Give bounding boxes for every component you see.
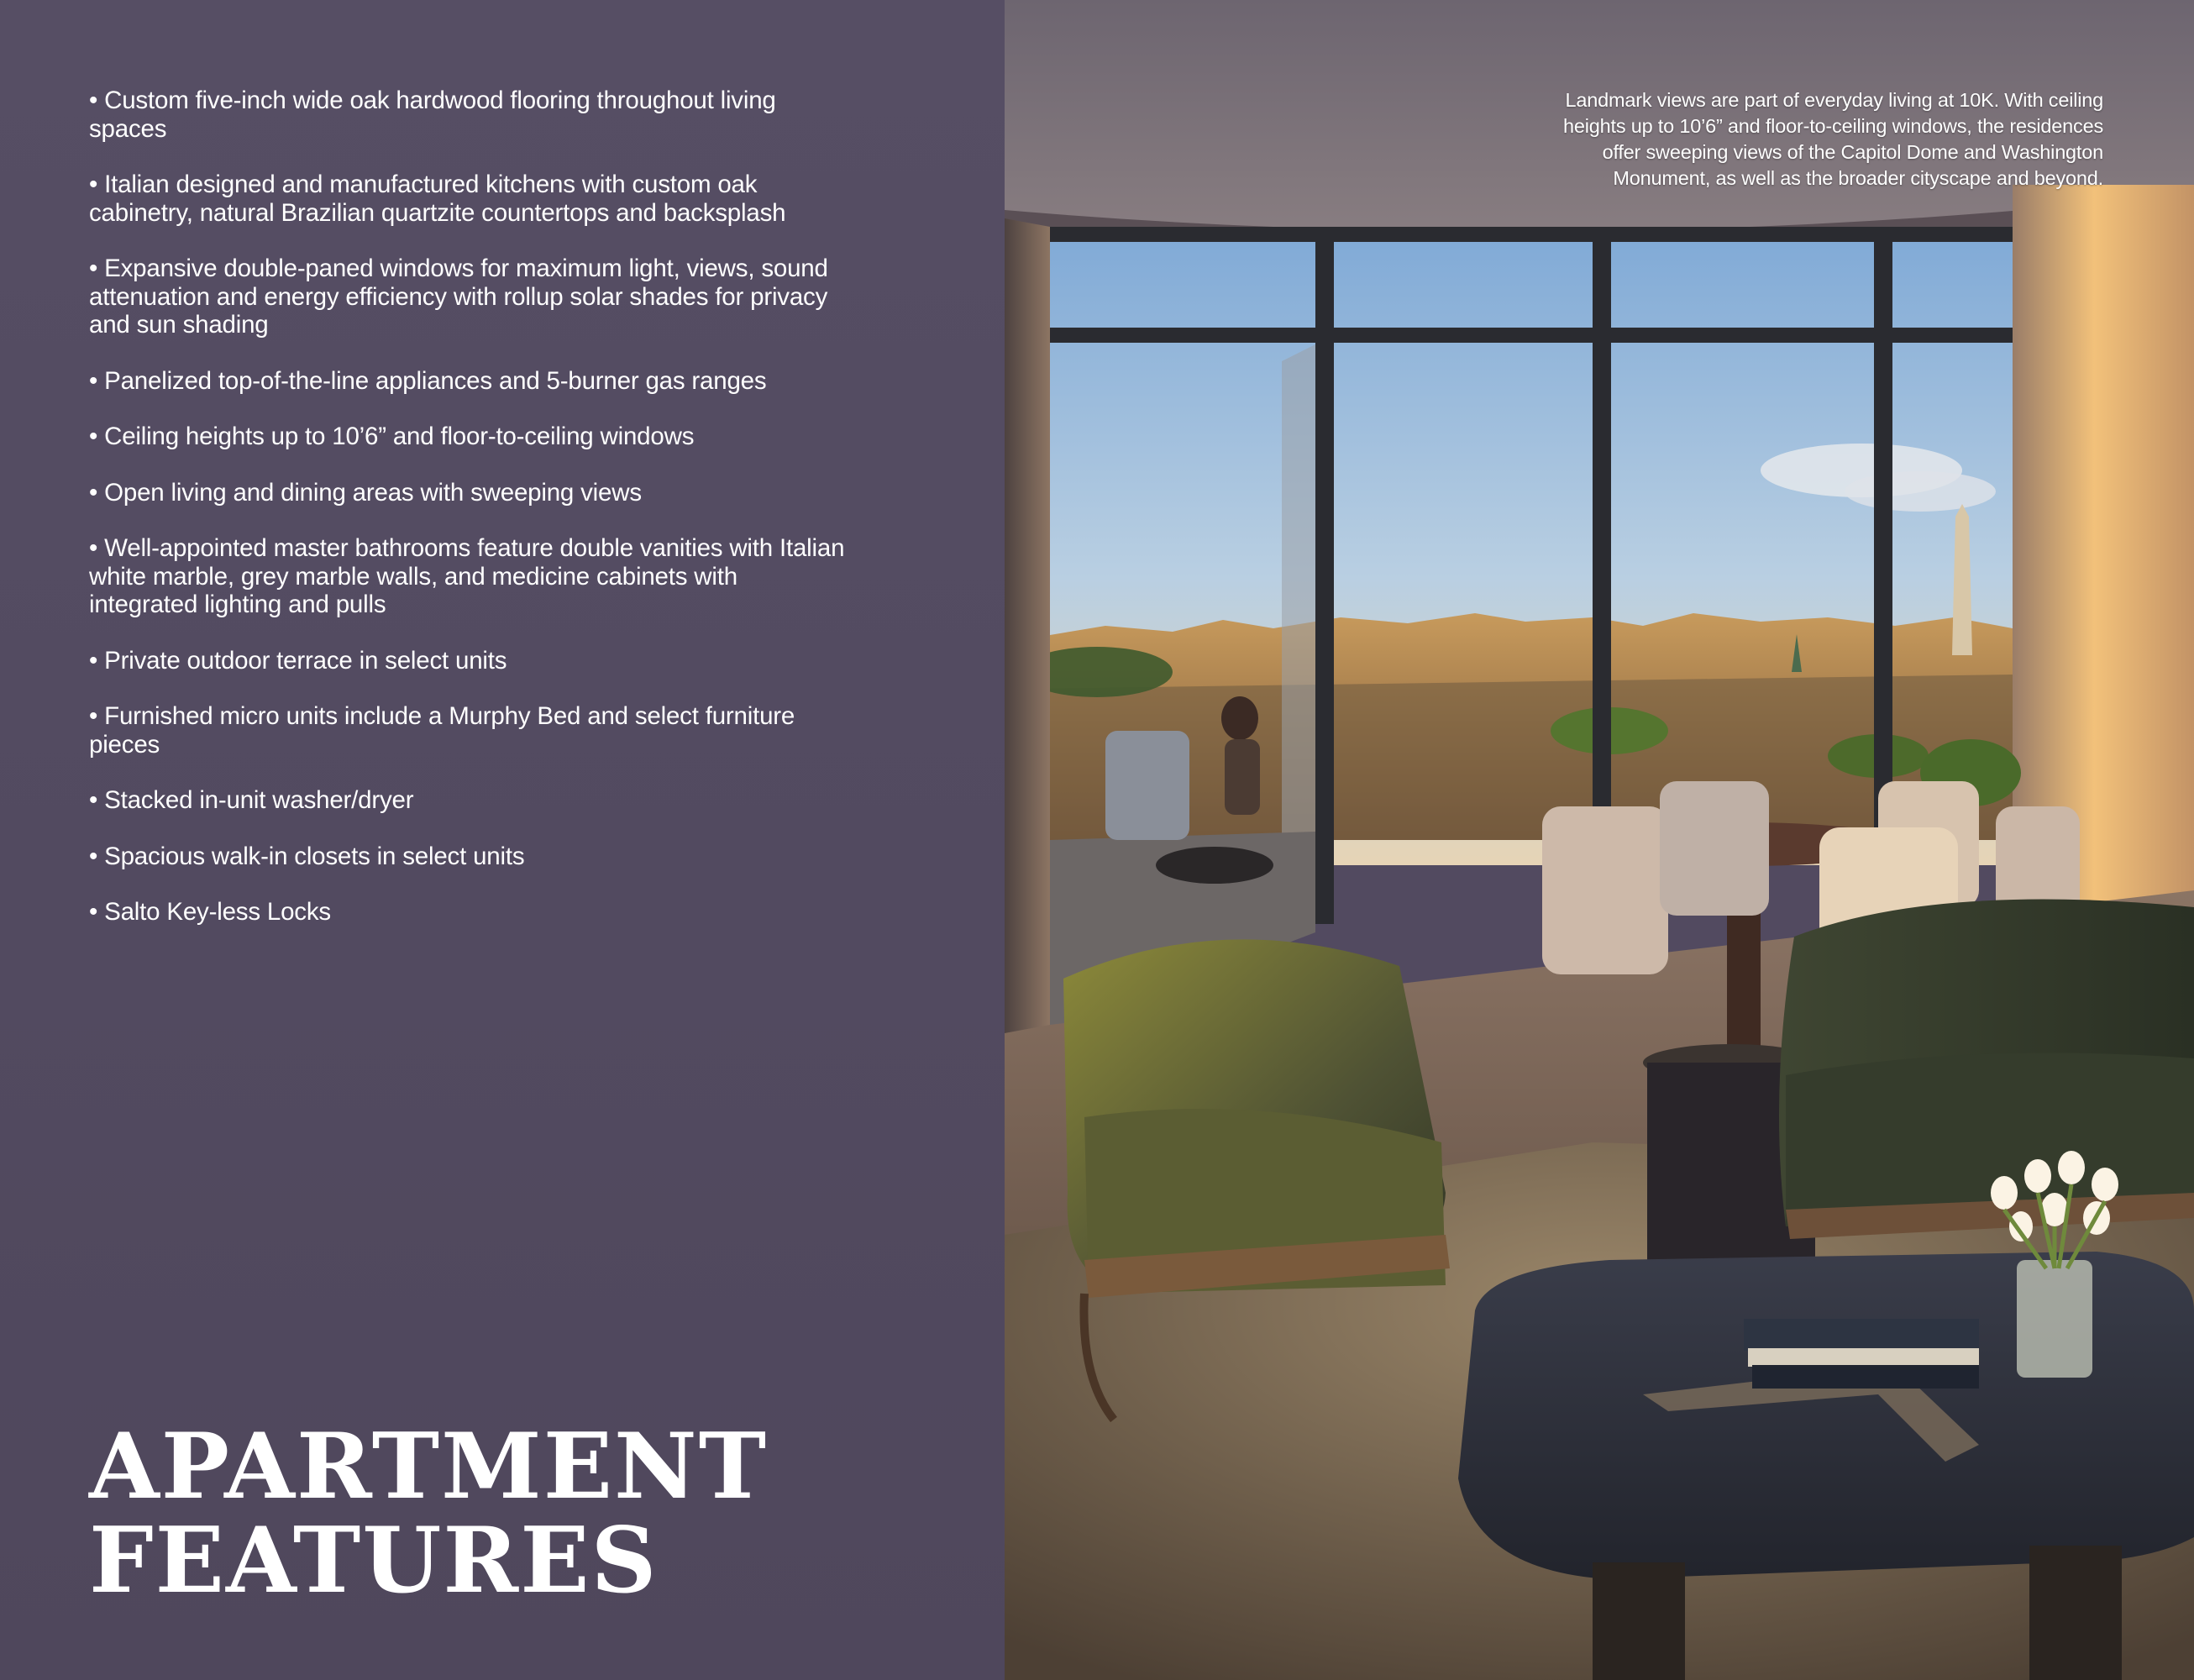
feature-item: • Spacious walk-in closets in select units <box>89 843 845 871</box>
feature-item: • Expansive double-paned windows for maximum light, views, sound attenuation and energy efficiency with rollup solar shades for privacy and sun shading <box>89 255 845 339</box>
features-panel <box>0 0 1005 1680</box>
section-heading <box>89 1414 769 1614</box>
feature-item: • Italian designed and manufactured kitchens with custom oak cabinetry, natural Brazilian quartzite countertops and backsplash <box>89 171 845 227</box>
living-room-photo <box>1005 0 2194 1680</box>
feature-item: • Ceiling heights up to 10’6” and floor-to-ceiling windows <box>89 423 845 451</box>
feature-item: • Custom five-inch wide oak hardwood flooring throughout living spaces <box>89 87 845 143</box>
feature-item: • Panelized top-of-the-line appliances and 5-burner gas ranges <box>89 367 845 396</box>
feature-item: • Private outdoor terrace in select units <box>89 647 845 675</box>
photo-caption: Landmark views are part of everyday living at 10K. With ceiling heights up to 10’6” and floor-to-ceiling windows, the residences offer sweeping views of the Capitol Dome and Washington Monument, as well as the broader cityscape and beyond. <box>1563 89 2103 189</box>
feature-item: • Well-appointed master bathrooms feature double vanities with Italian white marble, grey marble walls, and medicine cabinets with integrated lighting and pulls <box>89 534 845 619</box>
feature-item: • Stacked in-unit washer/dryer <box>89 786 845 815</box>
living-room-illustration <box>1005 0 2194 1680</box>
feature-item: • Furnished micro units include a Murphy Bed and select furniture pieces <box>89 702 845 759</box>
heading-line-1: APARTMENT <box>89 1414 769 1520</box>
heading-line-2: FEATURES <box>89 1508 659 1614</box>
features-list <box>89 87 845 954</box>
feature-item: • Salto Key-less Locks <box>89 898 845 927</box>
feature-item: • Open living and dining areas with sweeping views <box>89 479 845 507</box>
